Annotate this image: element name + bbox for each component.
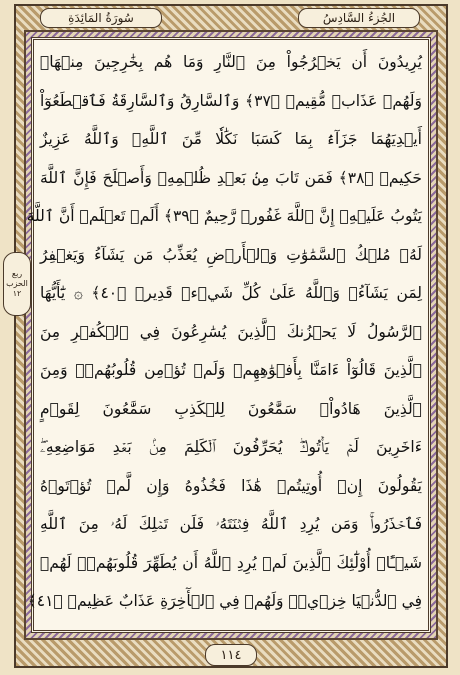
text-line: ٱلرَّسُولُ لَا يَحۡزُنكَ ٱلَّذِينَ يُسَٰرِعُونَ فِي ٱلۡكُفۡرِ مِنَ: [40, 322, 422, 341]
text-line: أَيۡدِيَهُمَا جَزَآءَۢ بِمَا كَسَبَا نَكَٰلٗا مِّنَ ٱللَّهِۗ وَٱللَّهُ عَزِيزٌ: [40, 130, 422, 148]
text-line: حَكِيمٞ ﴿٣٨﴾ فَمَن تَابَ مِنۢ بَعۡدِ ظُلۡمِهِۦ وَأَصۡلَحَ فَإِنَّ ٱللَّهَ: [40, 168, 423, 187]
text-line: ٱلَّذِينَ قَالُوٓاْ ءَامَنَّا بِأَفۡوَٰهِهِمۡ وَلَمۡ تُؤۡمِن قُلُوبُهُمۡۛ وَمِنَ: [40, 361, 422, 379]
text-line: وَلَهُمۡ عَذَابٞ مُّقِيمٞ ﴿٣٧﴾ وَٱلسَّارِقُ وَٱلسَّارِقَةُ فَٱقۡطَعُوٓاْ: [40, 91, 423, 110]
page-header: [30, 6, 430, 28]
text-line: يَتُوبُ عَلَيۡهِۚ إِنَّ ٱللَّهَ غَفُورٞ رَّحِيمٌ ﴿٣٩﴾ أَلَمۡ تَعۡلَمۡ أَنَّ ٱللَّهَ: [26, 207, 422, 225]
hizb-quarter-marker: [3, 252, 31, 316]
juz-label: الجُزءُ السَّادِسُ: [298, 8, 420, 28]
text-line: ءَاخَرِينَ لَمۡ يَأۡتُوكَۖ يُحَرِّفُونَ ٱلۡكَلِمَ مِنۢ بَعۡدِ مَوَاضِعِهِۦۖ: [40, 438, 422, 456]
verse-text-block: [26, 44, 423, 624]
text-line: شَيۡـًٔاۚ أُوْلَٰٓئِكَ ٱلَّذِينَ لَمۡ يُرِدِ ٱللَّهُ أَن يُطَهِّرَ قُلُوبَهُمۡۚ لَهُمۡ: [40, 553, 422, 572]
hizb-marker-line-1: ربع: [11, 269, 23, 278]
hizb-marker-line-2: الحزب: [6, 279, 28, 288]
text-line: يُرِيدُونَ أَن يَخۡرُجُواْ مِنَ ٱلنَّارِ وَمَا هُم بِخَٰرِجِينَ مِنۡهَاۖ: [40, 53, 422, 71]
text-line: يَقُولُونَ إِنۡ أُوتِيتُمۡ هَٰذَا فَخُذُوهُ وَإِن لَّمۡ تُؤۡتَوۡهُ: [40, 476, 422, 495]
text-line: فَٱحۡذَرُواْۚ وَمَن يُرِدِ ٱللَّهُ فِتۡنَتَهُۥ فَلَن تَمۡلِكَ لَهُۥ مِنَ ٱللَّهِ: [40, 515, 422, 533]
surah-name-label: سُورَةُ المَائِدَةِ: [40, 8, 162, 28]
text-line: فِي ٱلدُّنۡيَا خِزۡيٞۖ وَلَهُمۡ فِي ٱلۡأٓخِرَةِ عَذَابٌ عَظِيمٞ ﴿٤١﴾: [27, 592, 422, 610]
text-line: لِمَن يَشَآءُۗ وَٱللَّهُ عَلَىٰ كُلِّ شَيۡءٖ قَدِيرٞ ﴿٤٠﴾ ۞ يَٰٓأَيُّهَا: [40, 284, 422, 302]
text-line: لَهُۥ مُلۡكُ ٱلسَّمَٰوَٰتِ وَٱلۡأَرۡضِ يُعَذِّبُ مَن يَشَآءُ وَيَغۡفِرُ: [40, 245, 422, 264]
text-line: ٱلَّذِينَ هَادُواْۛ سَمَّٰعُونَ لِلۡكَذِبِ سَمَّٰعُونَ لِقَوۡمٍ: [40, 399, 422, 418]
hizb-marker-line-3: ١٢: [12, 289, 22, 298]
page-number: ١١٤: [205, 644, 257, 666]
